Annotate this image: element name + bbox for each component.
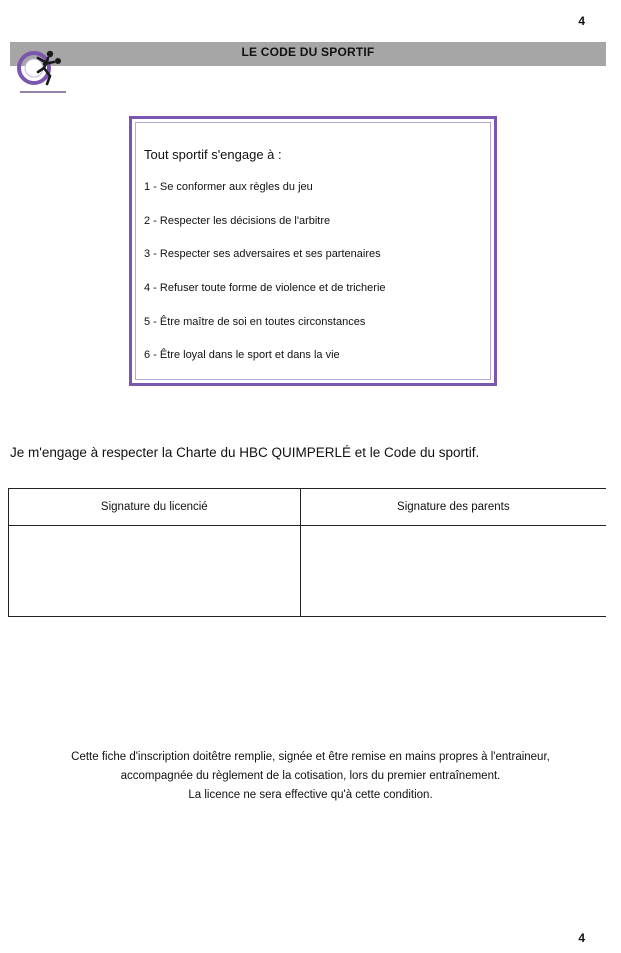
code-item-1: 1 - Se conformer aux règles du jeu [144, 181, 313, 193]
code-item-3: 3 - Respecter ses adversaires et ses partenaires [144, 248, 381, 260]
engagement-statement: Je m'engage à respecter la Charte du HBC QUIMPERLÉ et le Code du sportif. [10, 445, 480, 460]
code-item-2: 2 - Respecter les décisions de l'arbitre [144, 215, 331, 227]
code-item-5: 5 - Être maître de soi en toutes circonstances [144, 316, 366, 328]
footer-line-3: La licence ne sera effective qu'à cette condition. [188, 789, 433, 801]
code-intro: Tout sportif s'engage à : [144, 147, 282, 162]
page-number-top: 4 [578, 14, 585, 28]
signature-table [8, 488, 606, 617]
footer-line-2: accompagnée du règlement de la cotisation, lors du premier entraînement. [120, 770, 501, 782]
handball-player-logo-icon [14, 44, 70, 100]
code-item-6: 6 - Être loyal dans le sport et dans la vie [144, 349, 340, 361]
signature-licencie-header: Signature du licencié [9, 489, 301, 526]
code-du-sportif-box [129, 116, 497, 386]
signature-parents-header: Signature des parents [300, 489, 606, 526]
page-title: LE CODE DU SPORTIF [241, 45, 375, 59]
page-number-bottom: 4 [578, 931, 585, 945]
code-item-4: 4 - Refuser toute forme de violence et de tricherie [144, 282, 386, 294]
footer-line-1: Cette fiche d'inscription doitêtre remplie, signée et être remise en mains propres à l'entraineur, [71, 751, 550, 763]
code-box-inner [135, 122, 491, 380]
signature-licencie-field[interactable] [9, 526, 301, 617]
signature-parents-field[interactable] [300, 526, 606, 617]
footer-note [0, 748, 621, 805]
